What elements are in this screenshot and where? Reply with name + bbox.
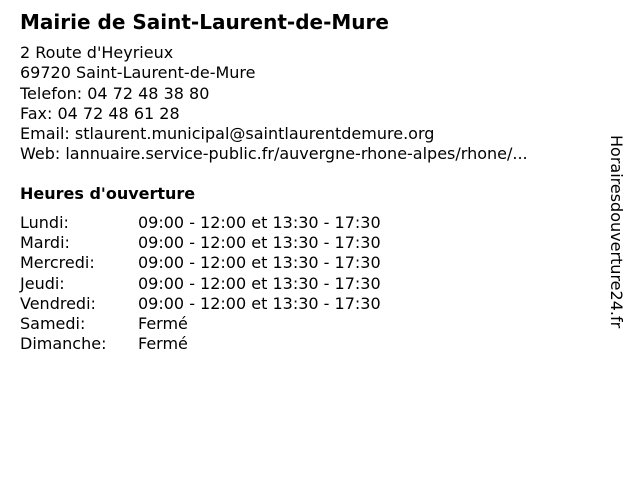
day-label: Lundi: <box>20 213 69 232</box>
address-street: 2 Route d'Heyrieux <box>20 43 174 62</box>
time-value: 09:00 - 12:00 et 13:30 - 17:30 <box>138 273 381 293</box>
fax-number: Fax: 04 72 48 61 28 <box>20 103 180 123</box>
time-value: 09:00 - 12:00 et 13:30 - 17:30 <box>138 233 381 253</box>
day-label: Vendredi: <box>20 293 96 313</box>
day-label: Dimanche: <box>20 334 107 354</box>
day-label: Jeudi: <box>20 273 65 293</box>
page-title: Mairie de Saint-Laurent-de-Mure <box>20 10 389 34</box>
time-value: 09:00 - 12:00 et 13:30 - 17:30 <box>138 293 381 313</box>
site-watermark: Horairesdouverture24.fr <box>607 135 626 329</box>
time-value: 09:00 - 12:00 et 13:30 - 17:30 <box>138 213 381 232</box>
address-city: 69720 Saint-Laurent-de-Mure <box>20 63 256 83</box>
contact-info <box>20 43 528 165</box>
time-value: Fermé <box>138 313 188 333</box>
opening-hours-heading: Heures d'ouverture <box>20 184 196 203</box>
day-label: Samedi: <box>20 313 86 333</box>
time-value: Fermé <box>138 334 188 354</box>
day-label: Mardi: <box>20 233 70 253</box>
email-address: Email: stlaurent.municipal@saintlaurentdemure.org <box>20 124 435 144</box>
website-link: Web: lannuaire.service-public.fr/auvergne-rhone-alpes/rhone/... <box>20 144 528 164</box>
day-label: Mercredi: <box>20 253 95 273</box>
time-value: 09:00 - 12:00 et 13:30 - 17:30 <box>138 253 381 273</box>
phone-number: Telefon: 04 72 48 38 80 <box>20 83 210 103</box>
